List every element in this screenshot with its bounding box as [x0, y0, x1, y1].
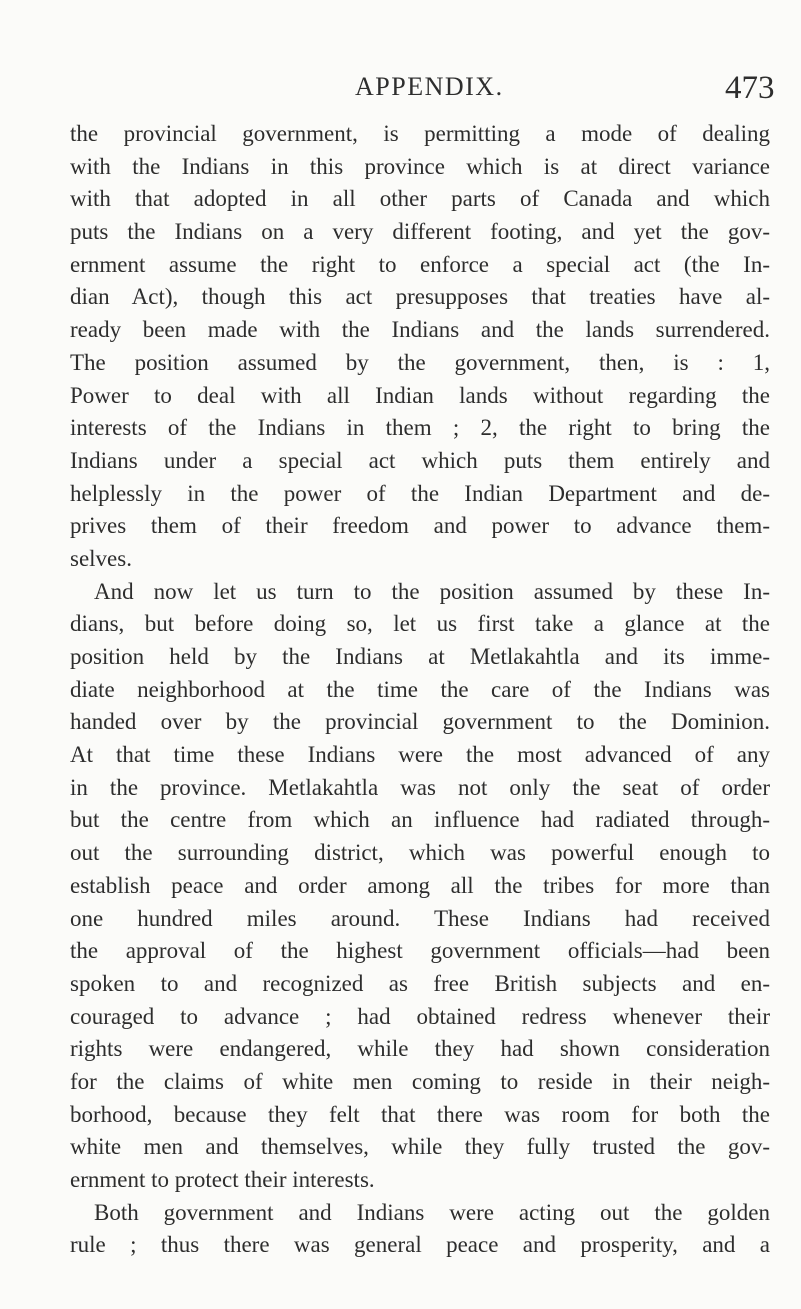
text-line: Both government and Indians were acting out the golden — [94, 1199, 770, 1225]
text-line: ernment assume the right to enforce a special act (the In- — [70, 251, 770, 277]
text-line: Power to deal with all Indian lands without regarding the — [70, 382, 770, 408]
text-line: white men and themselves, while they fully trusted the gov- — [70, 1134, 770, 1160]
text-line: establish peace and order among all the tribes for more than — [70, 872, 770, 898]
text-line: handed over by the provincial government to the Dominion. — [70, 709, 770, 735]
text-line: with the Indians in this province which is at direct variance — [70, 153, 770, 179]
text-line: The position assumed by the government, then, is : 1, — [70, 349, 770, 375]
text-line: interests of the Indians in them ; 2, the right to bring the — [70, 415, 770, 441]
text-line: the approval of the highest government officials—had been — [70, 938, 770, 964]
text-line: At that time these Indians were the most advanced of any — [70, 742, 770, 768]
text-line: puts the Indians on a very different footing, and yet the gov- — [70, 219, 770, 245]
page-number: 473 — [725, 70, 775, 106]
text-line: spoken to and recognized as free British subjects and en- — [70, 970, 770, 996]
text-line: dian Act), though this act presupposes that treaties have al- — [70, 284, 770, 310]
text-line: And now let us turn to the position assumed by these In- — [94, 578, 770, 604]
text-line: one hundred miles around. These Indians had received — [70, 905, 770, 931]
text-line: borhood, because they felt that there was room for both the — [70, 1101, 770, 1127]
text-line: ready been made with the Indians and the lands surrendered. — [70, 317, 770, 343]
text-line: with that adopted in all other parts of Canada and which — [70, 186, 770, 212]
text-line: rights were endangered, while they had shown consideration — [70, 1036, 770, 1062]
header-title: APPENDIX. — [355, 72, 504, 101]
text-line: out the surrounding district, which was powerful enough to — [70, 840, 770, 866]
text-line: couraged to advance ; had obtained redress whenever their — [70, 1003, 770, 1029]
text-line: but the centre from which an influence had radiated through- — [70, 807, 770, 833]
text-line: rule ; thus there was general peace and prosperity, and a — [70, 1232, 770, 1258]
running-head — [0, 62, 801, 112]
text-line: the provincial government, is permitting a mode of dealing — [70, 121, 770, 146]
text-line: position held by the Indians at Metlakahtla and its imme- — [70, 644, 770, 669]
text-line: Indians under a special act which puts them entirely and — [70, 447, 770, 473]
text-line: for the claims of white men coming to reside in their neigh- — [70, 1068, 770, 1094]
text-line: in the province. Metlakahtla was not only the seat of order — [70, 774, 770, 800]
body-text — [70, 118, 770, 1262]
text-line: ernment to protect their interests. — [70, 1167, 375, 1192]
text-line: prives them of their freedom and power to advance them- — [70, 513, 770, 539]
text-line: selves. — [70, 545, 132, 571]
text-line: helplessly in the power of the Indian Department and de- — [70, 480, 770, 506]
text-line: diate neighborhood at the time the care of the Indians was — [70, 676, 770, 702]
text-line: dians, but before doing so, let us first take a glance at the — [70, 611, 770, 637]
